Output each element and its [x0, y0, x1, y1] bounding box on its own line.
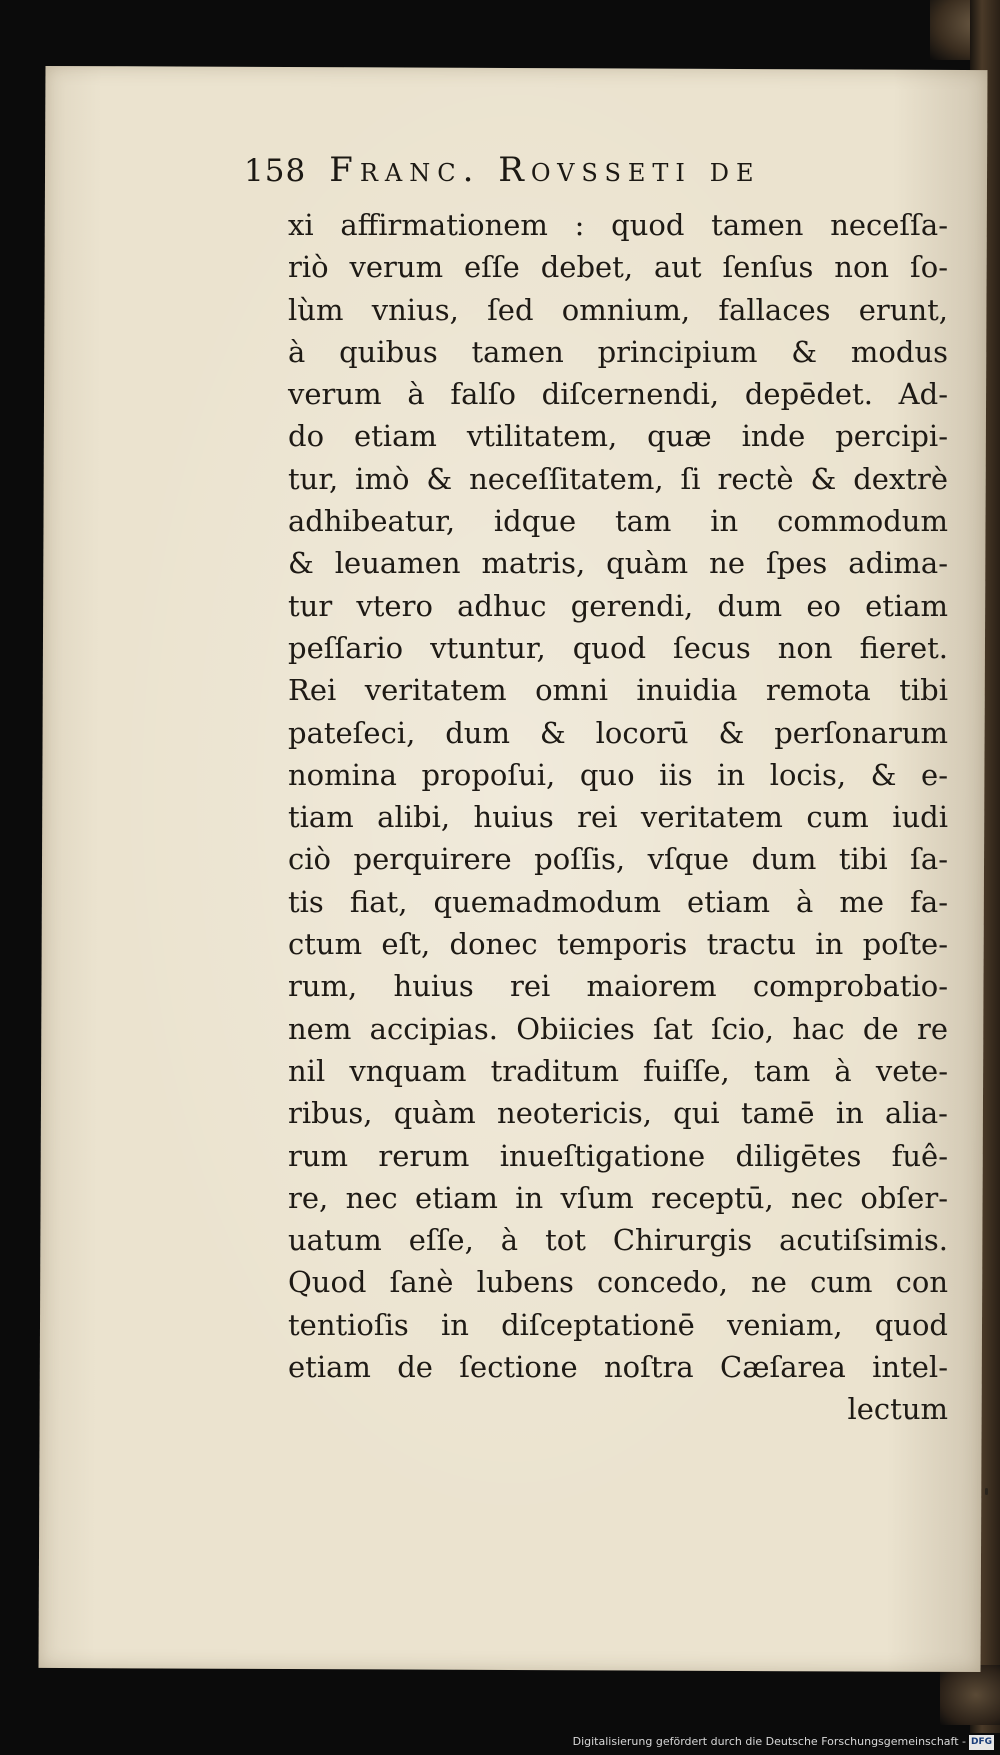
text-line: tis fiat, quemadmodum etiam à me fa- — [288, 884, 948, 919]
text-line: tiam alibi, huius rei veritatem cum iudi — [288, 800, 948, 835]
dfg-logo-icon: DFG — [969, 1735, 994, 1750]
page-header — [244, 150, 884, 200]
body-text — [288, 204, 948, 1431]
text-line: uatum eſſe, à tot Chirurgis acutiſsimis. — [288, 1223, 948, 1258]
text-line: nomina propoſui, quo iis in locis, & e- — [288, 757, 948, 792]
text-line: xi affirmationem : quod tamen neceſſa- — [288, 208, 948, 242]
text-line: rum, huius rei maiorem comprobatio- — [288, 969, 948, 1004]
text-line: à quibus tamen principium & modus — [288, 334, 948, 369]
text-line: lùm vnius, ſed omnium, fallaces erunt, — [288, 292, 948, 327]
text-line: & leuamen matris, quàm ne ſpes adima- — [288, 546, 948, 581]
text-line: tur, imò & neceſſitatem, ſi rectè & dextrè — [288, 461, 948, 496]
page-number: 158 — [244, 153, 307, 189]
text-line: nil vnquam traditum fuiſſe, tam à vete- — [288, 1053, 948, 1088]
text-line: verum à falſo diſcernendi, depēdet. Ad- — [288, 377, 948, 412]
text-line: etiam de ſectione noſtra Cæſarea intel- — [288, 1350, 948, 1385]
book-binding-bottom — [940, 1665, 1000, 1725]
text-line: ribus, quàm neotericis, qui tamē in alia- — [288, 1096, 948, 1131]
text-line: ctum eſt, donec temporis tractu in poſte- — [288, 927, 948, 962]
text-line: Quod ſanè lubens concedo, ne cum con — [288, 1265, 948, 1300]
text-line: nem accipias. Obiicies ſat ſcio, hac de re — [288, 1011, 948, 1046]
ink-speck — [985, 1488, 988, 1495]
text-line: re, nec etiam in vſum receptū, nec obſer- — [288, 1180, 948, 1215]
text-line: Rei veritatem omni inuidia remota tibi — [288, 673, 948, 708]
text-line: tur vtero adhuc gerendi, dum eo etiam — [288, 588, 948, 623]
catchword: lectum — [847, 1392, 948, 1427]
footer-credit: Digitalisierung gefördert durch die Deutsche Forschungsgemeinschaft - — [572, 1735, 966, 1748]
text-line: peſſario vtuntur, quod ſecus non fieret. — [288, 630, 948, 665]
text-line: ciò perquirere poſſis, vſque dum tibi ſa- — [288, 842, 948, 877]
text-line: tentioſis in diſceptationē veniam, quod — [288, 1307, 948, 1342]
text-line: rum rerum inueſtigatione diligētes fuê- — [288, 1138, 948, 1173]
text-line: riò verum eſſe debet, aut ſenſus non ſo- — [288, 250, 948, 285]
text-line: do etiam vtilitatem, quæ inde percipi- — [288, 419, 948, 454]
text-line: pateſeci, dum & locorū & perſonarum — [288, 715, 948, 750]
text-line: adhibeatur, idque tam in commodum — [288, 504, 948, 539]
digitization-footer — [0, 1733, 1000, 1755]
running-head: Franc. Rovsseti de — [329, 150, 761, 190]
